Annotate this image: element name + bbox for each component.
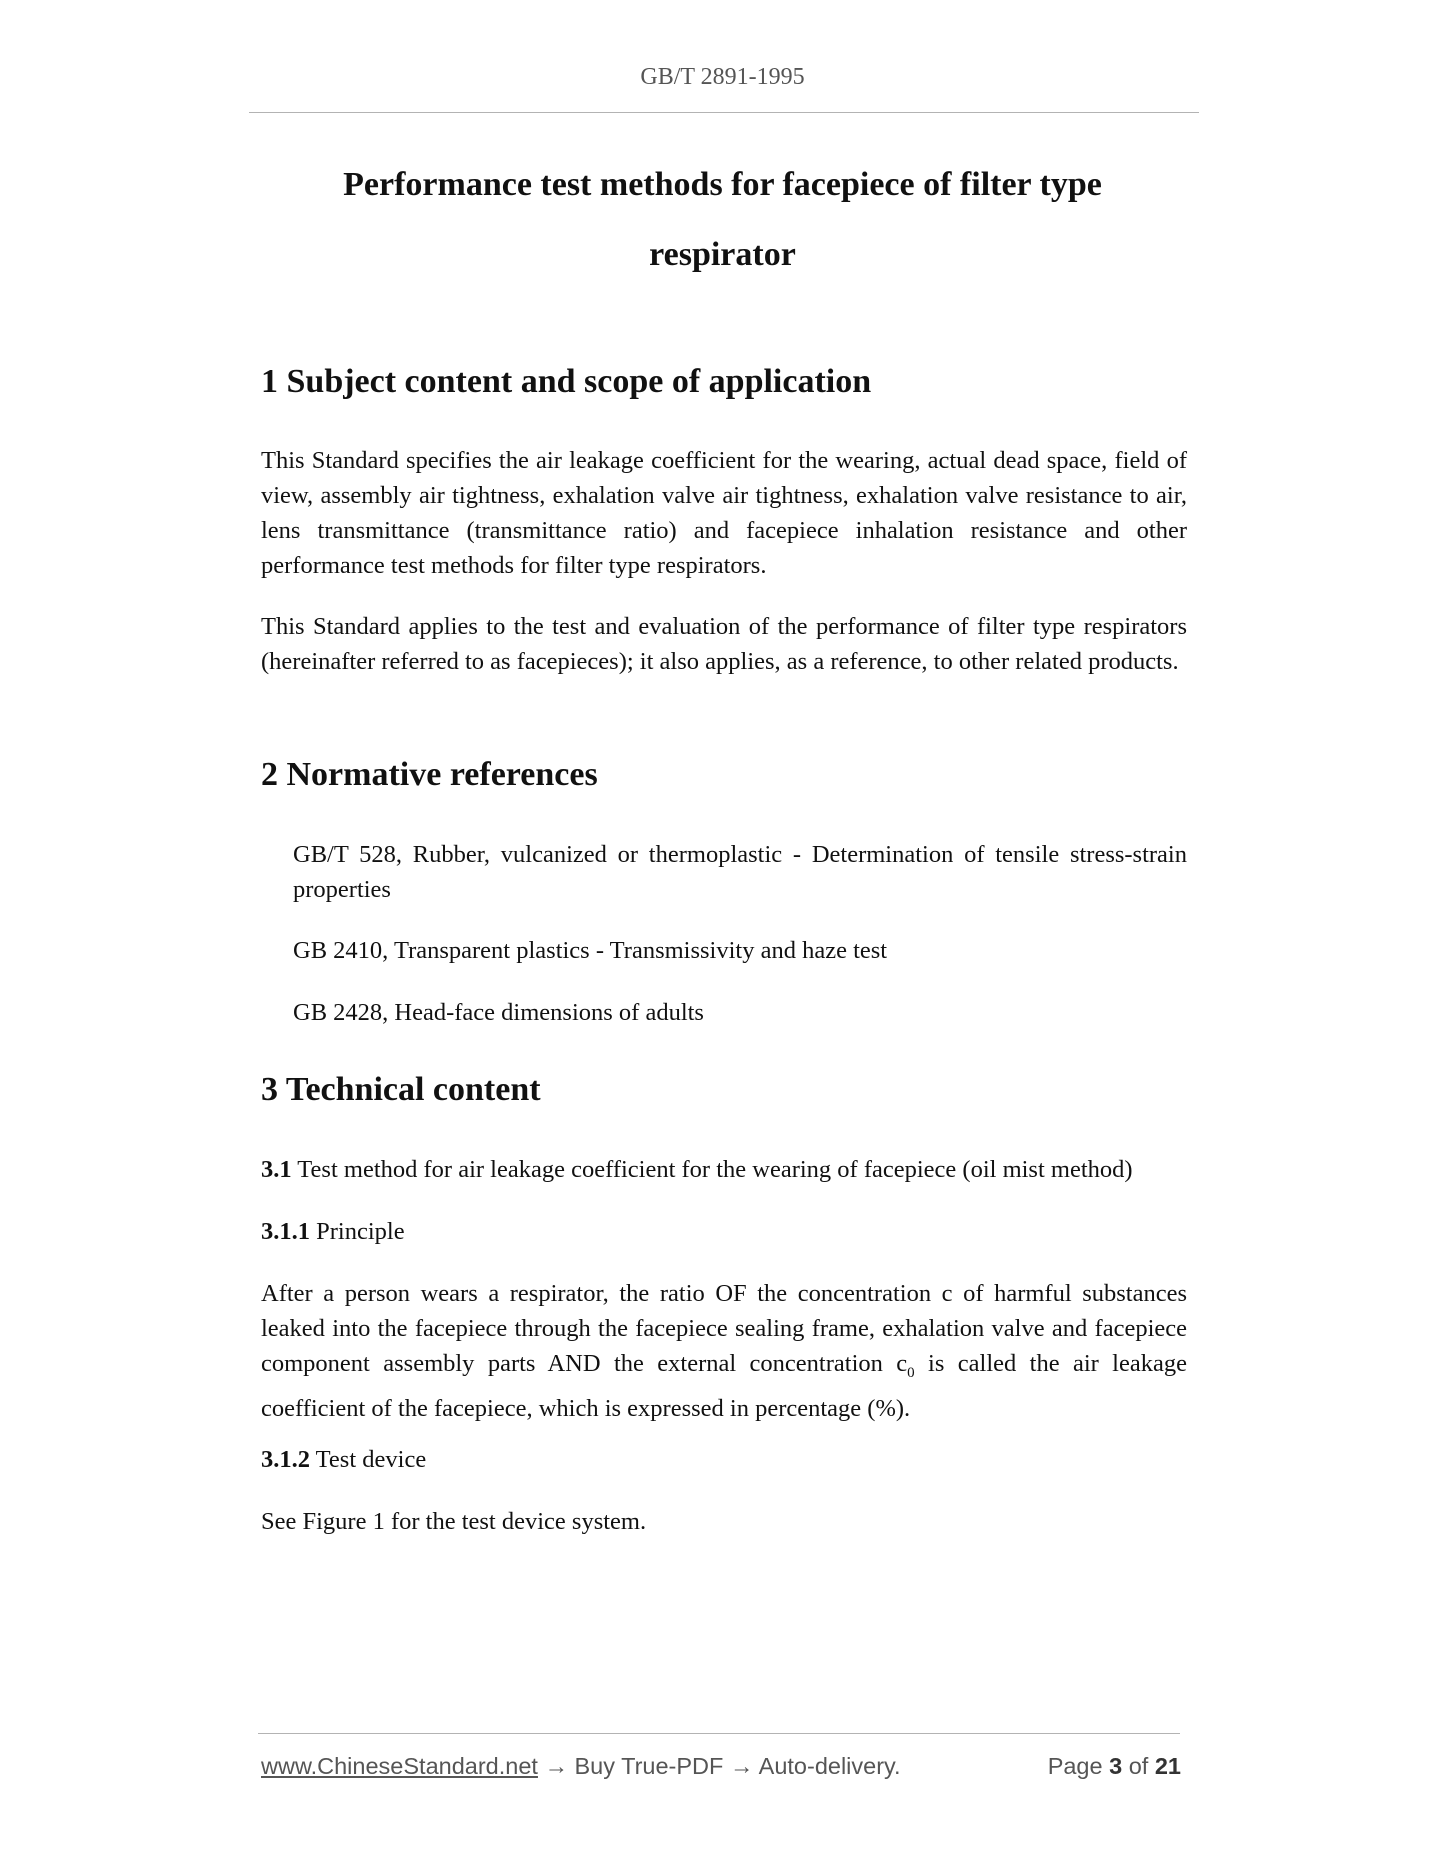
section-1-paragraph-2: This Standard applies to the test and evaluation of the performance of filter type respirators (hereinafter referred to as facepieces); it also applies, as a reference, to other related products.	[261, 613, 1187, 675]
reference-gb-2410: GB 2410, Transparent plastics - Transmissivity and haze test	[293, 937, 888, 964]
title-line-2: respirator	[649, 236, 796, 273]
clause-text: Test device	[310, 1446, 427, 1473]
current-page-number: 3	[1109, 1753, 1123, 1779]
clause-text: Test method for air leakage coefficient for the wearing of facepiece (oil mist method)	[291, 1156, 1133, 1183]
clause-number: 3.1.2	[261, 1446, 310, 1473]
site-link[interactable]: www.ChineseStandard.net	[261, 1753, 538, 1779]
page-indicator	[1048, 1753, 1181, 1780]
clause-number: 3.1	[261, 1156, 292, 1183]
section-3-heading: 3 Technical content	[261, 1071, 541, 1108]
concentration-subscript: 0	[907, 1364, 915, 1381]
clause-3-1-2	[261, 1442, 426, 1477]
document-id-header: GB/T 2891-1995	[640, 64, 805, 90]
principle-text-part-1: After a person wears a respirator, the ratio OF the concentration c of harmful substances leaked into the facepiece through the facepiece sealing frame, exhalation valve and facepiece component assembly parts AND the external concentration c	[261, 1280, 1187, 1377]
section-1-heading: 1 Subject content and scope of application	[261, 363, 872, 400]
reference-gbt-528: GB/T 528, Rubber, vulcanized or thermoplastic - Determination of tensile stress-strain properties	[293, 841, 1187, 903]
section-2-heading: 2 Normative references	[261, 756, 598, 793]
clause-text: Principle	[310, 1218, 405, 1245]
section-1-paragraph-1: This Standard specifies the air leakage coefficient for the wearing, actual dead space, field of view, assembly air tightness, exhalation valve air tightness, exhalation valve resistance to air, lens transmittance (transmittance ratio) and facepiece inhalation resistance and other performance test methods for filter type respirators.	[261, 447, 1187, 579]
of-label: of	[1122, 1753, 1155, 1779]
footer-promo	[261, 1753, 901, 1780]
principle-paragraph	[261, 1276, 1187, 1426]
footer-divider	[258, 1733, 1180, 1734]
page-label: Page	[1047, 1753, 1110, 1779]
clause-number: 3.1.1	[261, 1218, 310, 1245]
device-paragraph: See Figure 1 for the test device system.	[261, 1508, 647, 1535]
title-line-1: Performance test methods for facepiece of filter type	[343, 166, 1102, 203]
document-title	[300, 150, 1145, 290]
header-divider	[249, 112, 1199, 113]
clause-3-1-1	[261, 1214, 405, 1249]
total-pages-number: 21	[1154, 1753, 1181, 1779]
footer-promo-text: → Buy True-PDF → Auto-delivery.	[537, 1753, 901, 1779]
principle-text-part-2: is called the air leakage coefficient of the facepiece, which is expressed in percentage (%).	[261, 1350, 1187, 1422]
page-footer	[261, 1753, 1181, 1783]
reference-gb-2428: GB 2428, Head-face dimensions of adults	[293, 999, 704, 1026]
clause-3-1	[261, 1152, 1133, 1187]
